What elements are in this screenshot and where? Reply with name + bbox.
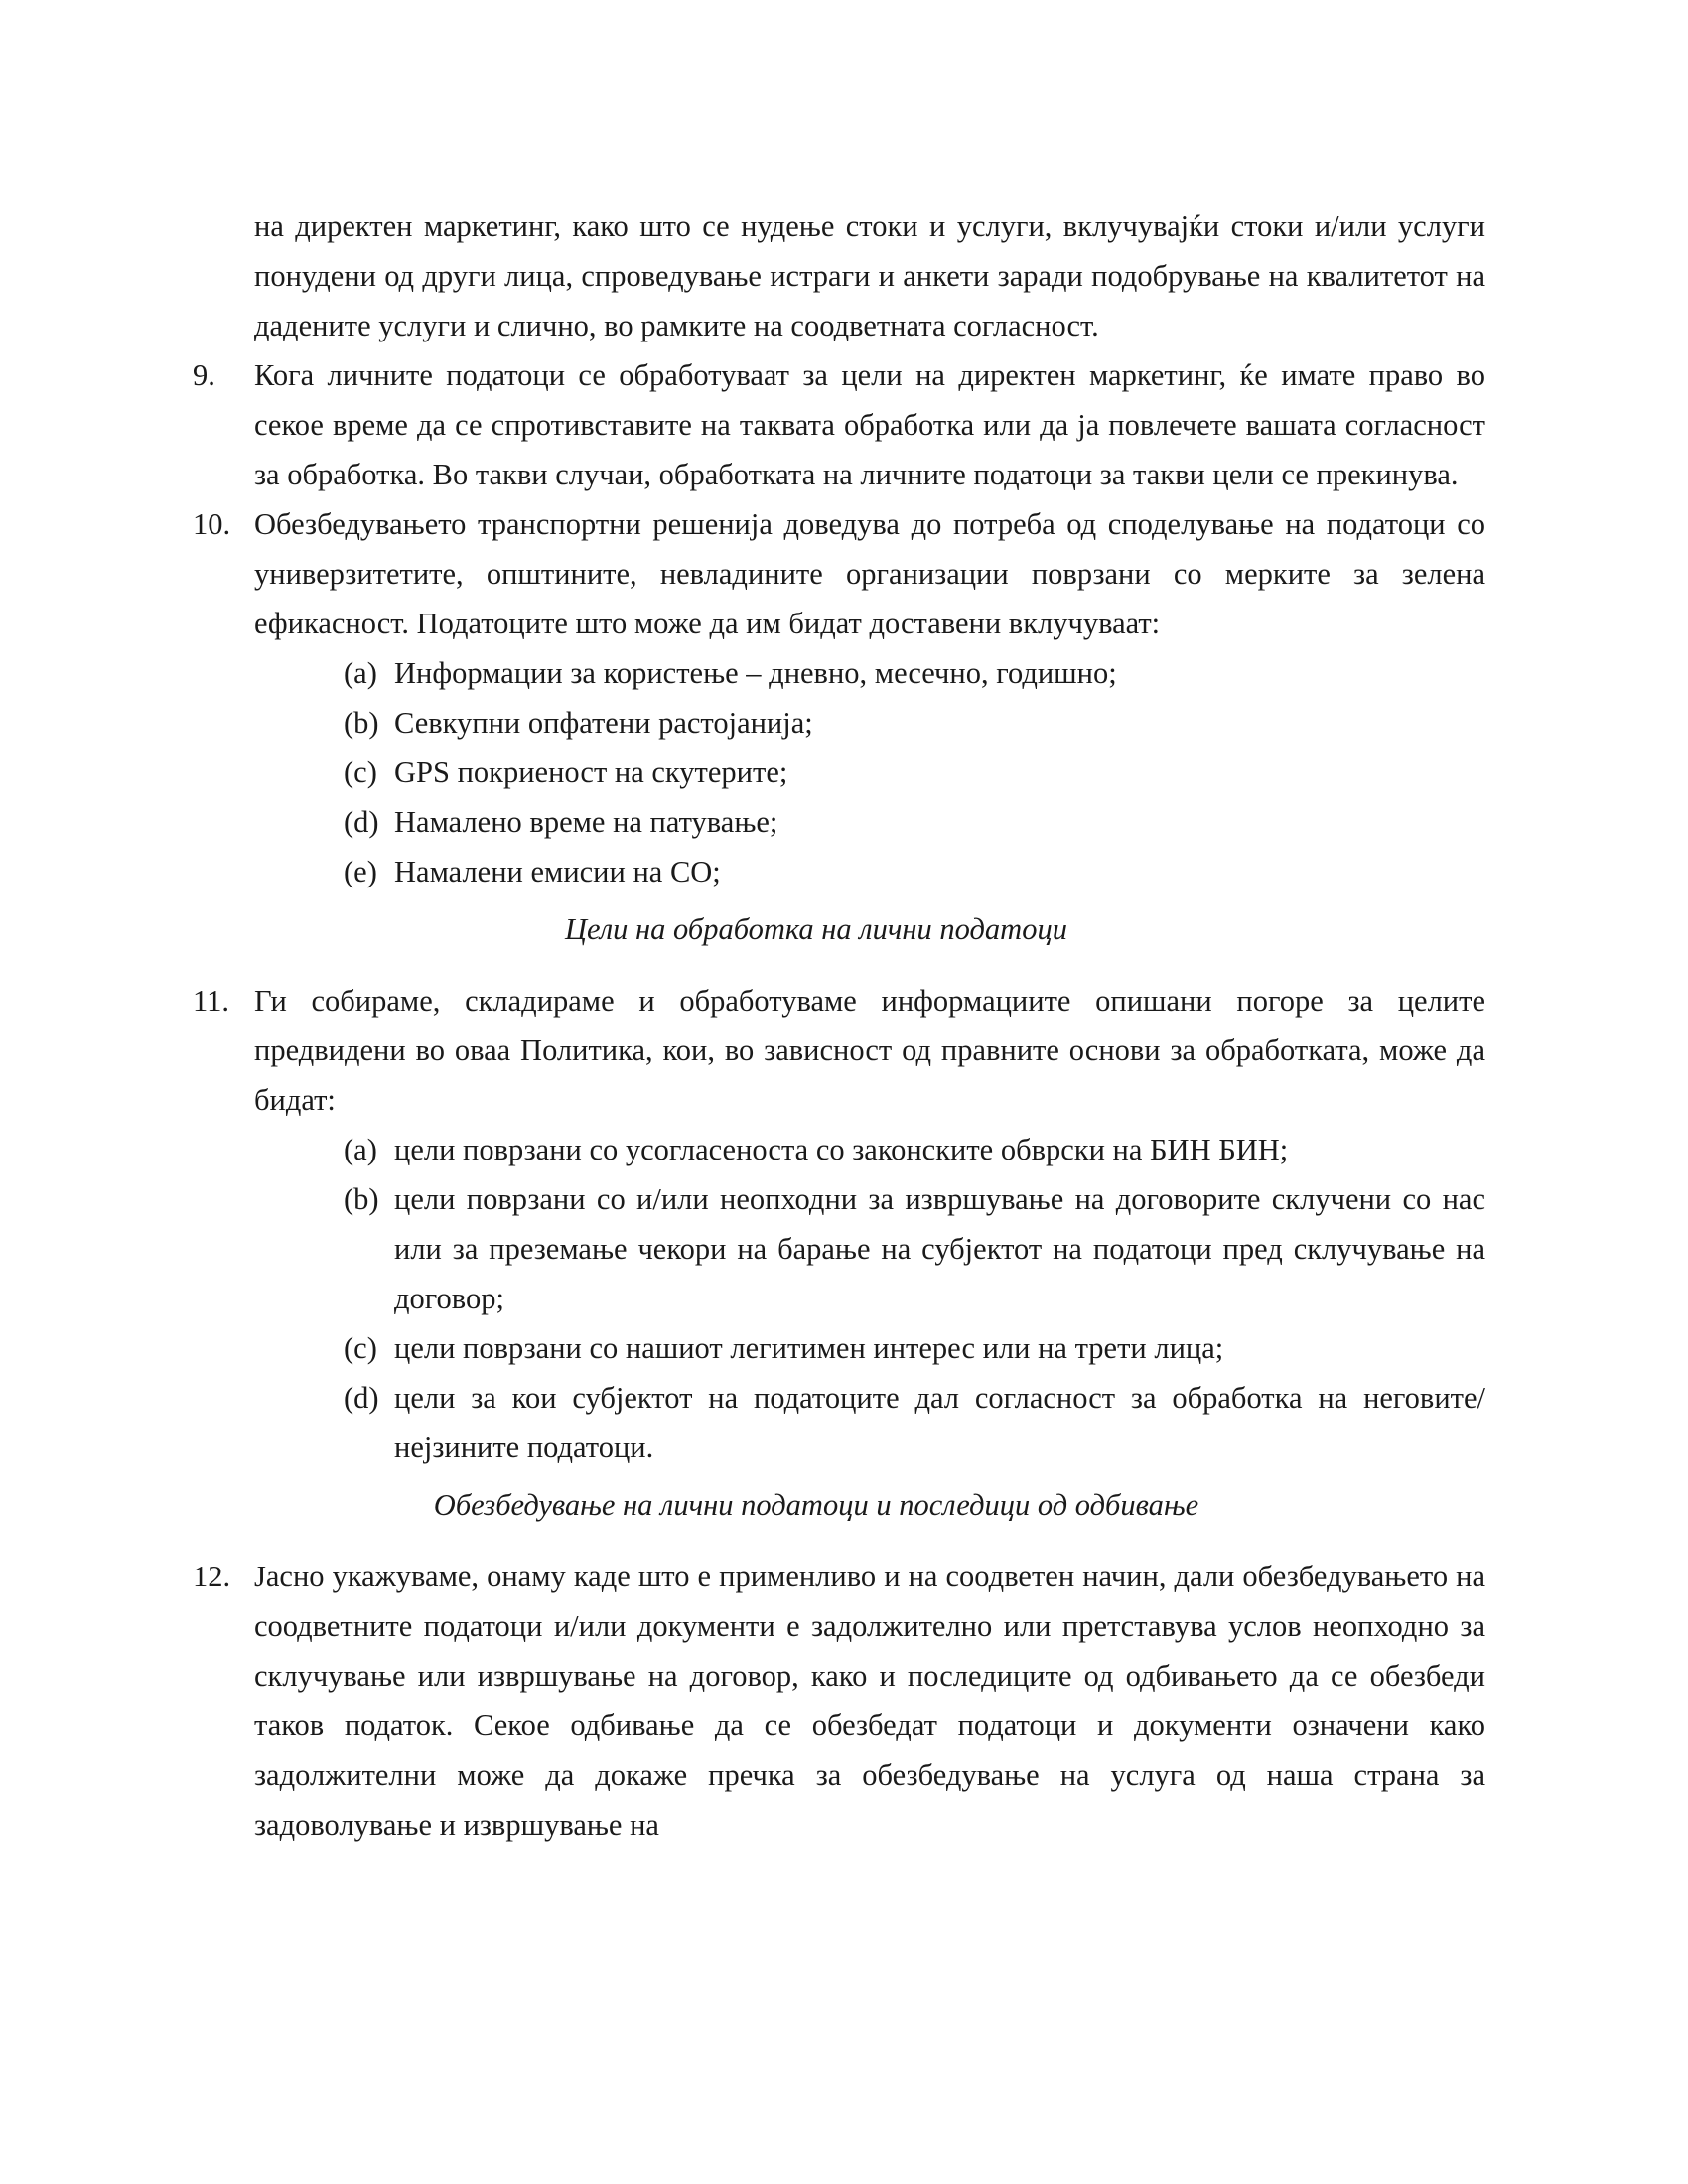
section-heading: Цели на обработка на лични податоци bbox=[565, 912, 1067, 946]
sub-item bbox=[254, 797, 1485, 847]
item-number: 12. bbox=[193, 1560, 231, 1593]
sub-item bbox=[254, 847, 1485, 896]
page-content bbox=[193, 202, 1485, 1849]
sub-item-label: (a) bbox=[344, 1133, 377, 1166]
sub-item-label: (d) bbox=[344, 805, 379, 839]
item-number: 10. bbox=[193, 507, 231, 541]
sub-item bbox=[254, 1125, 1485, 1174]
sub-item bbox=[254, 648, 1485, 698]
sub-item-label: (d) bbox=[344, 1381, 379, 1415]
continuation-paragraph: на директен маркетинг, како што се нудење стоки и услуги, вклучувајќи стоки и/или услуги понудени од други лица, спроведување истраги и анкети заради подобрување на квалитетот на дадените услуги и слично, во рамките на соодветната согласност. bbox=[254, 209, 1485, 342]
sub-item-label: (e) bbox=[344, 855, 377, 888]
sub-item-label: (c) bbox=[344, 1331, 377, 1365]
sub-item-text: цели за кои субјектот на податоците дал согласност за обработка на неговите/нејзините податоци. bbox=[394, 1381, 1485, 1464]
sub-item bbox=[254, 748, 1485, 797]
section-heading: Обезбедување на лични податоци и последици од одбивање bbox=[433, 1488, 1199, 1522]
sub-item bbox=[254, 1373, 1485, 1472]
item-text: Кога личните податоци се обработуваат за цели на директен маркетинг, ќе имате право во секое време да се спротивставите на таквата обработка или да ја повлечете вашата согласност за обработка. Во такви случаи, обработката на личните податоци за такви цели се прекинува. bbox=[254, 358, 1485, 491]
sub-item-text: цели поврзани со нашиот легитимен интерес или на трети лица; bbox=[394, 1331, 1224, 1365]
item-text: Ги собираме, складираме и обработуваме информациите опишани погоре за целите предвидени во оваа Политика, кои, во зависност од правните основи за обработката, може да бидат: bbox=[254, 984, 1485, 1117]
sub-item-text: цели поврзани со усогласеноста со законските обврски на БИН БИН; bbox=[394, 1133, 1289, 1166]
list-item-11 bbox=[193, 976, 1485, 1125]
item-text: Јасно укажуваме, онаму каде што е применливо и на соодветен начин, дали обезбедувањето на соодветните податоци и/или документи е задолжително или претставува услов неопходно за склучување или извршување на договор, како и последиците од одбивањето да се обезбеди таков податок. Секое одбивање да се обезбедат податоци и документи означени како задолжителни може да докаже пречка за обезбедување на услуга од наша страна за задоволување и извршување на bbox=[254, 1560, 1485, 1842]
sub-list-11 bbox=[254, 1125, 1485, 1472]
item-number: 9. bbox=[193, 358, 215, 392]
sub-item bbox=[254, 1174, 1485, 1323]
sub-item-label: (c) bbox=[344, 755, 377, 789]
sub-list-10 bbox=[254, 648, 1485, 896]
list-item-10 bbox=[193, 499, 1485, 648]
sub-item-label: (b) bbox=[344, 1182, 379, 1216]
item-text: Обезбедувањето транспортни решенија доведува до потреба од споделување на податоци со универзитетите, општините, невладините организации поврзани со мерките за зелена ефикасност. Податоците што може да им бидат доставени вклучуваат: bbox=[254, 507, 1485, 640]
sub-item-text: Намалени емисии на CO; bbox=[394, 855, 721, 888]
list-item-9 bbox=[193, 350, 1485, 499]
list-item-12 bbox=[193, 1552, 1485, 1849]
item-number: 11. bbox=[193, 984, 229, 1018]
sub-item-text: цели поврзани со и/или неопходни за извршување на договорите склучени со нас или за преземање чекори на барање на субјектот на податоци пред склучување на договор; bbox=[394, 1182, 1485, 1315]
sub-item-text: Намалено време на патување; bbox=[394, 805, 778, 839]
sub-item-label: (b) bbox=[344, 706, 379, 740]
sub-item bbox=[254, 1323, 1485, 1373]
sub-item-text: Севкупни опфатени растојанија; bbox=[394, 706, 813, 740]
sub-item bbox=[254, 698, 1485, 748]
sub-item-text: Информации за користење – дневно, месечно, годишно; bbox=[394, 656, 1117, 690]
sub-item-label: (a) bbox=[344, 656, 377, 690]
sub-item-text: GPS покриеност на скутерите; bbox=[394, 755, 788, 789]
